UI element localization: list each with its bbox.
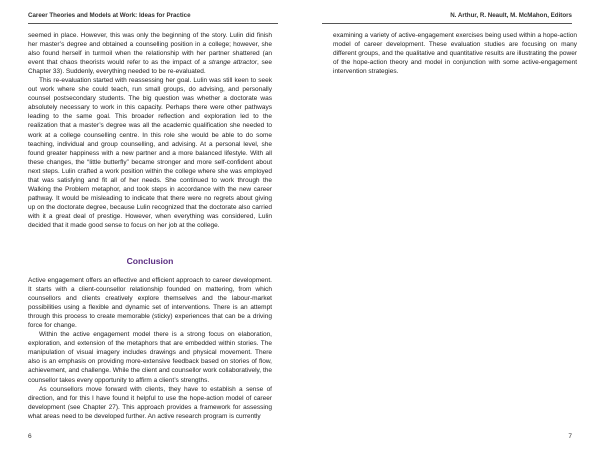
paragraph-2: This re-evaluation started with reassessing her goal. Lulin was still keen to seek out work where she could teach, run small groups, do advising, and personally counsel postsecondary students. The big question was whether a doctorate was absolutely necessary to work in this capacity. Perhaps there were other pathways leading to the same goal. This broader reflection and exploration led to the realization that a master’s degree was all the academic qualification she needed to work at a college counselling centre. In this role she would be able to do some teaching, individual and group counselling, and advising. At a personal level, she found greater happiness with a new partner and a more balanced lifestyle. With all these changes, the “little butterfly” became stronger and more self-confident about next steps. Lulin crafted a work position within the college where she was employed that was satisfying and fit all of her needs. She continued to work through the Walking the Problem metaphor, and took steps in accordance with the new career pathway. It would be misleading to indicate that there were no regrets about giving up on the doctorate degree, because Lulin recognized that the doctorate also carried with it a great deal of prestige. However, when everything was considered, Lulin decided that it made good sense to focus on her job at the college. bbox=[28, 77, 272, 229]
body-text-conclusion bbox=[28, 276, 272, 421]
paragraph-1-part-b: , see Chapter 33). Suddenly, everything needed to be re-evaluated. bbox=[28, 59, 272, 76]
paragraph-right-1: examining a variety of active-engagement exercises being used within a hope-action model of career development. These evaluation studies are focusing on many different groups, and the qualitative and quantitative results are illustrating the power of the hope-action theory and model in conjunction with some active-engagement intervention strategies. bbox=[333, 32, 577, 76]
paragraph-1 bbox=[28, 31, 272, 76]
body-text-right bbox=[333, 31, 577, 76]
running-header-right: N. Arthur, R. Neault, M. McMahon, Editors bbox=[450, 12, 572, 19]
body-text-upper bbox=[28, 31, 272, 230]
right-page bbox=[300, 0, 600, 450]
conclusion-heading: Conclusion bbox=[126, 256, 174, 266]
page-number-right: 7 bbox=[568, 433, 572, 440]
paragraph-4: Within the active engagement model there is a strong focus on elaboration, exploration, and extension of the metaphors that are embedded within stories. The manipulation of visual imagery includes drawings and physical movement. There also is an emphasis on providing more-extensive feedback based on stories of flow, achievement, and challenge. While the client and counsellor work collaboratively, the counsellor takes every opportunity to affirm a client’s strengths. bbox=[28, 331, 272, 384]
paragraph-1-part-a: seemed in place. However, this was only the beginning of the story. Lulin did finish her master’s degree and obtained a counselling position in a college; however, she also found herself in turmoil when the relationship with her partner shattered (an event that chaos theorists would refer to as the impact of a bbox=[28, 32, 272, 67]
strange-attractor-term: strange attractor bbox=[208, 59, 258, 67]
running-header-left: Career Theories and Models at Work: Ideas for Practice bbox=[28, 12, 191, 19]
paragraph-3: Active engagement offers an effective and efficient approach to career development. It starts with a client-counsellor relationship founded on mattering, from which counsellors and clients creatively explore themselves and the labour-market possibilities using a flexible and dynamic set of interventions. There is an attempt through this process to create memorable (sticky) experiences that can be a driving force for change. bbox=[28, 277, 272, 330]
page-number-left: 6 bbox=[28, 433, 32, 440]
header-rule-right bbox=[322, 23, 572, 24]
paragraph-5: As counsellors move forward with clients, they have to establish a sense of direction, and for this I have found it helpful to use the hope-action model of career development (see Chapter 27). This approach provides a framework for assessing what areas need to be developed further. An active research program is currently bbox=[28, 385, 272, 420]
header-rule-left bbox=[28, 23, 278, 24]
